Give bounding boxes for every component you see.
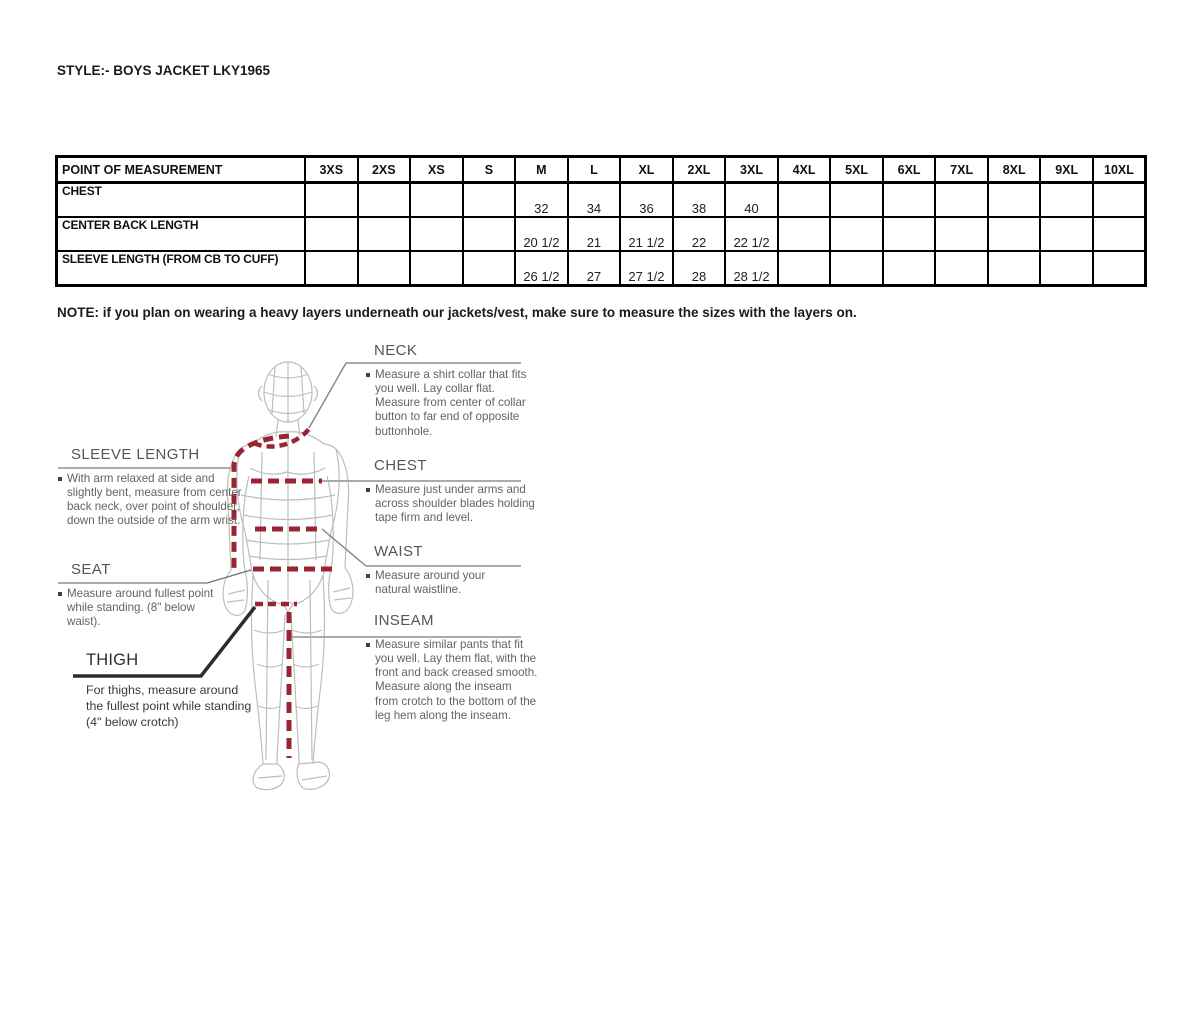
size-value-cell: 28 1/2 (725, 251, 778, 286)
size-value-cell (883, 251, 936, 286)
size-value-cell (358, 183, 411, 218)
size-value-cell: 38 (673, 183, 726, 218)
size-value-cell (358, 251, 411, 286)
size-value-cell (305, 183, 358, 218)
size-value-cell (988, 217, 1041, 251)
size-value-cell (463, 217, 516, 251)
column-header-7xl: 7XL (935, 157, 988, 183)
size-value-cell: 28 (673, 251, 726, 286)
measure-block-chest (366, 457, 542, 525)
size-value-cell (778, 251, 831, 286)
size-value-cell (1040, 217, 1093, 251)
measure-block-sleeve (58, 446, 244, 529)
size-value-cell: 27 (568, 251, 621, 286)
size-value-cell (305, 217, 358, 251)
measure-block-thigh (86, 651, 254, 731)
column-header-xs: XS (410, 157, 463, 183)
measure-text-seat: Measure around fullest point while standing. (8" below waist). (58, 587, 220, 629)
size-value-cell: 20 1/2 (515, 217, 568, 251)
column-header-3xl: 3XL (725, 157, 778, 183)
measure-title-seat: SEAT (71, 561, 111, 578)
neck-measure-line (254, 429, 309, 446)
size-value-cell (305, 251, 358, 286)
size-value-cell: 32 (515, 183, 568, 218)
size-value-cell (935, 251, 988, 286)
row-label: CHEST (57, 183, 306, 218)
size-value-cell (778, 217, 831, 251)
size-value-cell (410, 183, 463, 218)
style-title: STYLE:- BOYS JACKET LKY1965 (57, 63, 271, 78)
bullet-icon (58, 592, 62, 596)
column-header-8xl: 8XL (988, 157, 1041, 183)
measure-title-sleeve: SLEEVE LENGTH (71, 446, 200, 463)
size-value-cell: 36 (620, 183, 673, 218)
table-row (57, 217, 1146, 251)
size-value-cell (883, 217, 936, 251)
column-header-2xs: 2XS (358, 157, 411, 183)
size-value-cell (1040, 183, 1093, 218)
size-value-cell (935, 217, 988, 251)
size-value-cell (463, 183, 516, 218)
measure-text-sleeve: With arm relaxed at side and slightly bent, measure from center back neck, over point of shoulder, down the outside of the arm wrist. (58, 472, 244, 529)
size-value-cell (830, 251, 883, 286)
column-header-l: L (568, 157, 621, 183)
row-label: CENTER BACK LENGTH (57, 217, 306, 251)
size-value-cell (1093, 251, 1146, 286)
size-value-cell (410, 251, 463, 286)
measure-text-waist: Measure around your natural waistline. (366, 569, 522, 597)
column-header-9xl: 9XL (1040, 157, 1093, 183)
size-value-cell (988, 251, 1041, 286)
size-value-cell: 21 1/2 (620, 217, 673, 251)
measure-text-thigh: For thighs, measure around the fullest point while standing (4" below crotch) (86, 683, 252, 729)
size-value-cell: 40 (725, 183, 778, 218)
size-value-cell: 34 (568, 183, 621, 218)
column-header-point-of-measurement: POINT OF MEASUREMENT (57, 157, 306, 183)
size-value-cell (830, 183, 883, 218)
table-header-row (57, 157, 1146, 183)
measure-title-neck: NECK (374, 342, 418, 359)
column-header-4xl: 4XL (778, 157, 831, 183)
size-table (55, 155, 1147, 287)
size-value-cell (463, 251, 516, 286)
size-value-cell: 26 1/2 (515, 251, 568, 286)
column-header-xl: XL (620, 157, 673, 183)
measure-title-thigh: THIGH (86, 651, 139, 669)
size-value-cell (358, 217, 411, 251)
measure-text-neck: Measure a shirt collar that fits you well. Lay collar flat. Measure from center of collar button to far end of opposite buttonhole. (366, 368, 536, 439)
column-header-6xl: 6XL (883, 157, 936, 183)
size-value-cell (830, 217, 883, 251)
size-value-cell (935, 183, 988, 218)
column-header-m: M (515, 157, 568, 183)
table-row (57, 251, 1146, 286)
size-value-cell (778, 183, 831, 218)
measure-title-waist: WAIST (374, 543, 423, 560)
bullet-icon (366, 488, 370, 492)
size-value-cell (883, 183, 936, 218)
measure-text-inseam: Measure similar pants that fit you well. Lay them flat, with the front and back creased smooth. Measure along the inseam from crotch to the bottom of the leg hem along the inseam. (366, 638, 538, 723)
column-header-10xl: 10XL (1093, 157, 1146, 183)
row-label: SLEEVE LENGTH (FROM CB TO CUFF) (57, 251, 306, 286)
note-text: NOTE: if you plan on wearing a heavy layers underneath our jackets/vest, make sure to measure the sizes with the layers on. (57, 305, 857, 320)
measure-block-waist (366, 543, 522, 597)
size-value-cell (410, 217, 463, 251)
size-value-cell (1093, 183, 1146, 218)
table-body (57, 183, 1146, 286)
bullet-icon (58, 477, 62, 481)
column-header-s: S (463, 157, 516, 183)
measure-block-seat (58, 561, 220, 629)
size-value-cell (1093, 217, 1146, 251)
measure-title-inseam: INSEAM (374, 612, 434, 629)
column-header-3xs: 3XS (305, 157, 358, 183)
column-header-5xl: 5XL (830, 157, 883, 183)
size-value-cell: 27 1/2 (620, 251, 673, 286)
bullet-icon (366, 373, 370, 377)
size-value-cell (988, 183, 1041, 218)
table-row (57, 183, 1146, 218)
size-value-cell: 21 (568, 217, 621, 251)
measure-block-neck (366, 342, 536, 439)
measure-block-inseam (366, 612, 538, 723)
measure-text-chest: Measure just under arms and across shoulder blades holding tape firm and level. (366, 483, 542, 525)
size-value-cell: 22 (673, 217, 726, 251)
bullet-icon (366, 643, 370, 647)
size-value-cell: 22 1/2 (725, 217, 778, 251)
column-header-2xl: 2XL (673, 157, 726, 183)
measure-title-chest: CHEST (374, 457, 427, 474)
bullet-icon (366, 574, 370, 578)
size-value-cell (1040, 251, 1093, 286)
